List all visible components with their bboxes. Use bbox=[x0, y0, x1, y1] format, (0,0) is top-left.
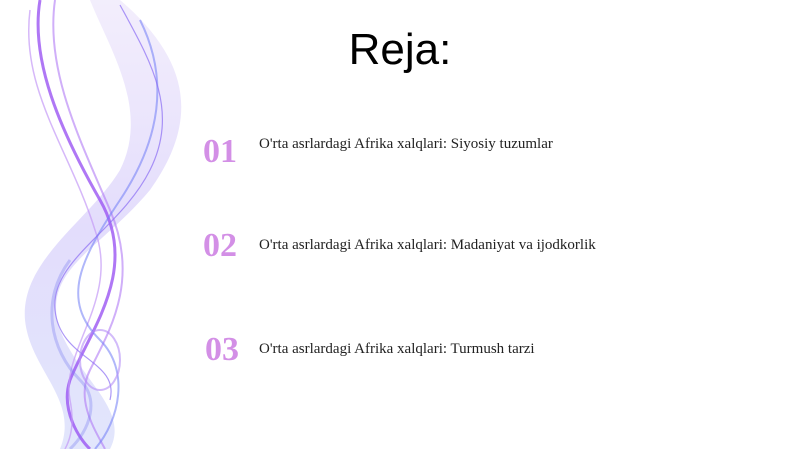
purple-smoke-decoration bbox=[0, 0, 200, 449]
agenda-item-2 bbox=[196, 222, 756, 270]
agenda-number: 02 bbox=[203, 227, 237, 264]
agenda-number: 03 bbox=[205, 331, 239, 368]
agenda-text: O'rta asrlardagi Afrika xalqlari: Turmush tarzi bbox=[259, 341, 535, 357]
agenda-item-1 bbox=[196, 128, 756, 176]
agenda-number: 01 bbox=[203, 133, 237, 170]
agenda-item-3 bbox=[196, 326, 756, 374]
agenda-text: O'rta asrlardagi Afrika xalqlari: Madaniyat va ijodkorlik bbox=[259, 237, 596, 253]
slide-title: Reja: bbox=[348, 25, 452, 74]
agenda-text: O'rta asrlardagi Afrika xalqlari: Siyosiy tuzumlar bbox=[259, 136, 553, 152]
